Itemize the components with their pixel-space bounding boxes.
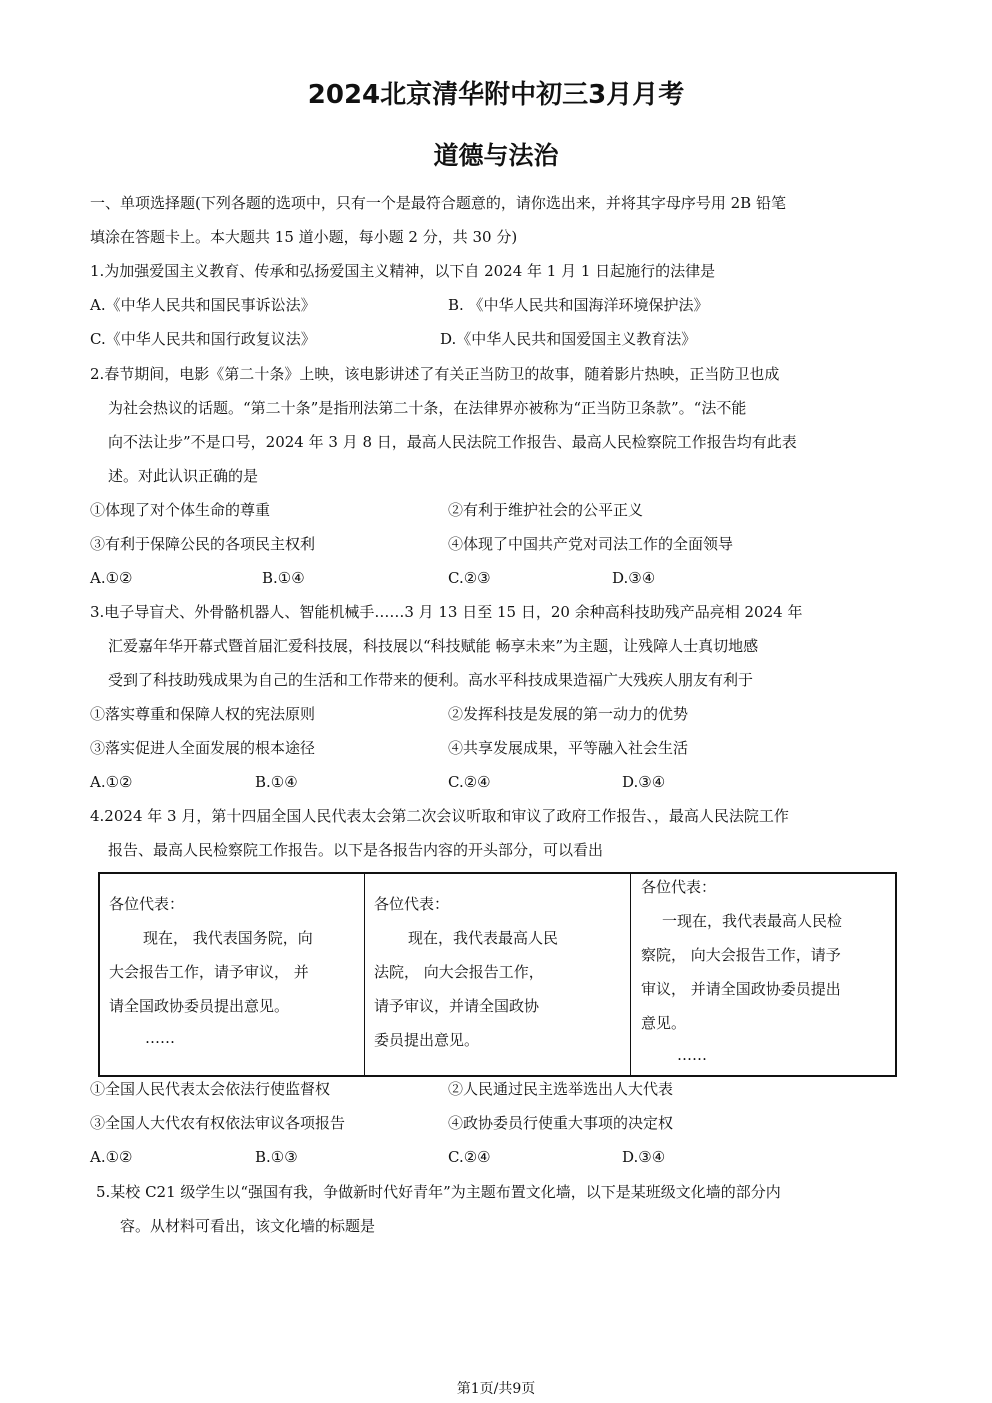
table-cell-text: 各位代表： [109,895,185,913]
q4-statement-1: ①全国人民代表太会依法行使监督权 [90,1080,331,1098]
section-instruction-line2: 填涂在答题卡上。本大题共 15 道小题，每小题 2 分，共 30 分) [90,228,518,246]
q3-stem-line2: 汇爱嘉年华开幕式暨首届汇爱科技展，科技展以“科技赋能 畅享未来”为主题，让残障人士真切地感 [108,637,759,655]
q4-stem-line1: 4.2024 年 3 月，第十四届全国人民代表太会第二次会议听取和审议了政府工作报告、，最高人民法院工作 [90,807,789,825]
q2-option-b: B.①④ [262,569,305,587]
table-cell-text: 一现在，我代表最高人民检 [662,912,843,930]
q4-option-c: C.②④ [448,1148,491,1166]
table-cell-text: 审议， 并请全国政协委员提出 [641,980,841,998]
q4-statement-4: ④政协委员行使重大事项的决定权 [448,1114,674,1132]
q3-statement-3: ③落实促进人全面发展的根本途径 [90,739,316,757]
table-cell-text: 请予审议，并请全国政协 [374,997,540,1015]
q1-option-a: A.《中华人民共和国民事诉讼法》 [90,296,316,314]
table-cell-text: 各位代表： [641,878,717,896]
q4-option-a: A.①② [90,1148,133,1166]
q3-stem-line3: 受到了科技助残成果为自己的生活和工作带来的便利。高水平科技成果造福广大残疾人朋友有利于 [108,671,754,689]
q3-option-c: C.②④ [448,773,491,791]
q3-statement-2: ②发挥科技是发展的第一动力的优势 [448,705,689,723]
q4-statement-3: ③全国人大代农有权依法审议各项报告 [90,1114,346,1132]
q3-statement-1: ①落实尊重和保障人权的宪法原则 [90,705,316,723]
section-instruction-line1: 一、单项选择题(下列各题的选项中，只有一个是最符合题意的，请你选出来，并将其字母序号用 2B 铅笔 [90,194,786,212]
q2-statement-4: ④体现了中国共产党对司法工作的全面领导 [448,535,734,553]
q1-option-b: B. 《中华人民共和国海洋环境保护法》 [448,296,709,314]
q3-stem-line1: 3.电子导盲犬、外骨骼机器人、智能机械手……3 月 13 日至 15 日，20 余种高科技助残产品亮相 2024 年 [90,603,803,621]
q2-stem-line3: 向不法让步”不是口号，2024 年 3 月 8 日，最高人民法院工作报告、最高人民检察院工作报告均有此表 [108,433,797,451]
table-cell-text: 各位代表： [374,895,450,913]
table-cell-text: 请全国政协委员提出意见。 [109,997,290,1015]
table-cell-text: 察院， 向大会报告工作，请予 [641,946,841,964]
q4-option-b: B.①③ [255,1148,298,1166]
table-cell-text: 现在， 我代表国务院，向 [143,929,313,947]
q4-option-d: D.③④ [622,1148,666,1166]
q3-statement-4: ④共享发展成果，平等融入社会生活 [448,739,689,757]
page-title: 2024北京清华附中初三3月月考 [307,80,685,110]
q2-stem-line2: 为社会热议的话题。“第二十条”是指刑法第二十条，在法律界亦被称为“正当防卫条款”。“法不能 [108,399,747,417]
q4-stem-line2: 报告、最高人民检察院工作报告。以下是各报告内容的开头部分，可以看出 [108,841,604,859]
table-cell-text: 大会报告工作，请予审议， 并 [109,963,309,981]
table-divider [630,874,631,1075]
table-cell-text: …… [677,1046,707,1064]
q1-stem: 1.为加强爱国主义教育、传承和弘扬爱国主义精神，以下自 2024 年 1 月 1 日起施行的法律是 [90,262,716,280]
q1-option-c: C.《中华人民共和国行政复议法》 [90,330,316,348]
q3-option-b: B.①④ [255,773,298,791]
report-excerpt-table [98,872,897,1077]
q2-option-c: C.②③ [448,569,491,587]
q1-option-d: D.《中华人民共和国爱国主义教育法》 [440,330,697,348]
q5-stem-line2: 容。从材料可看出，该文化墙的标题是 [120,1217,376,1235]
table-cell-text: …… [145,1029,175,1047]
table-cell-text: 法院， 向大会报告工作， [374,963,544,981]
q2-stem-line1: 2.春节期间，电影《第二十条》上映，该电影讲述了有关正当防卫的故事，随着影片热映，正当防卫也成 [90,365,780,383]
table-cell-text: 现在，我代表最高人民 [408,929,559,947]
q2-statement-2: ②有利于维护社会的公平正义 [448,501,644,519]
subject-title: 道德与法治 [433,141,559,170]
table-divider [364,874,365,1075]
q2-option-a: A.①② [90,569,133,587]
q2-option-d: D.③④ [612,569,656,587]
q2-stem-line4: 述。对此认识正确的是 [108,467,259,485]
table-cell-text: 意见。 [641,1014,687,1032]
table-cell-text: 委员提出意见。 [374,1031,480,1049]
q2-statement-1: ①体现了对个体生命的尊重 [90,501,271,519]
q2-statement-3: ③有利于保障公民的各项民主权利 [90,535,316,553]
q3-option-a: A.①② [90,773,133,791]
q4-statement-2: ②人民通过民主选举选出人大代表 [448,1080,674,1098]
page-number: 第1页/共9页 [456,1381,536,1397]
q5-stem-line1: 5.某校 C21 级学生以“强国有我，争做新时代好青年”为主题布置文化墙，以下是某班级文化墙的部分内 [96,1183,781,1201]
q3-option-d: D.③④ [622,773,666,791]
